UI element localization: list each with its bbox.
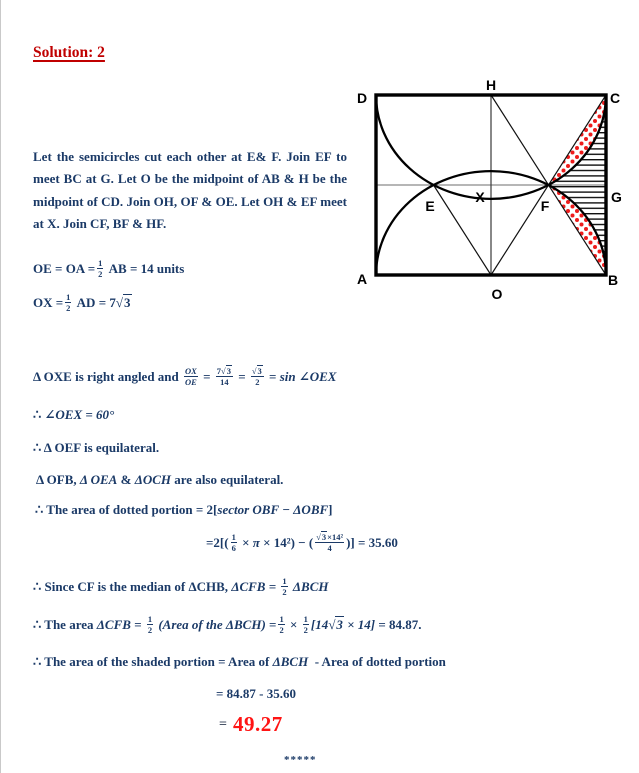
equation-dotted-value: =2[( $\frac{1}{6}$ × π × 14²) − ( $\frac{\text{√3×14²}}{4}$ )] = 35.60 [206,532,398,554]
equation-subtraction: = 84.87 - 35.60 [216,686,296,701]
statement-other-equilateral: Δ OFB, Δ OEA & ΔOCH are also equilateral. [36,472,284,487]
final-answer [219,712,283,737]
label-G: G [611,189,622,205]
solution-paragraph: Let the semicircles cut each other at E& F. Join EF to meet BC at G. Let O be the midpoint of AB & H be the midpoint of CD. Join OH, OF & OE. Let OH & EF meet at X. Join CF, BF & HF. [33,149,347,232]
answer-equals-sign: = [219,716,227,732]
label-A: A [357,271,368,287]
statement-oef-equilateral: ∴ Δ OEF is equilateral. [33,440,160,455]
label-D: D [357,90,368,106]
equation-right-angle-ratio: Δ OXE is right angled and $\frac{OX}{OE}$ = $\frac{7√3}{14}$ = $\frac{√3}{2}$ = sin ∠OEX [33,366,337,388]
equation-cf-median: ∴ Since CF is the median of ΔCHB, ΔCFB = $\frac{1}{2}$ ΔBCH [33,576,329,598]
equation-oe-oa: OE = OA = $\frac{1}{2}$ AB = 14 units [33,258,185,280]
equation-ox-ad: OX = $\frac{1}{2}$ AD = 7√3 [33,292,131,314]
geometry-diagram [354,78,639,306]
equation-shaded-portion: ∴ The area of the shaded portion = Area of ΔBCH - Area of dotted portion [33,654,446,669]
equation-area-cfb: ∴ The area ΔCFB = $\frac{1}{2}$ (Area of the ΔBCH) = $\frac{1}{2}$ × $\frac{1}{2}$ [14√3 × 14] = 84.87. [33,614,422,636]
label-H: H [485,78,497,93]
equation-dotted-portion: ∴ The area of dotted portion = 2[ sector OBF − ΔOBF ] [35,502,333,517]
label-F: F [540,198,550,214]
footer-stars: ***** [284,754,317,766]
answer-value: 49.27 [232,712,283,736]
label-X: X [475,189,485,205]
label-E: E [425,198,435,214]
label-B: B [608,272,619,288]
label-O: O [491,286,503,302]
label-C: C [610,90,621,106]
equation-angle-oex: ∴ ∠OEX = 60° [33,407,115,422]
page-title: Solution: 2 [33,44,105,61]
